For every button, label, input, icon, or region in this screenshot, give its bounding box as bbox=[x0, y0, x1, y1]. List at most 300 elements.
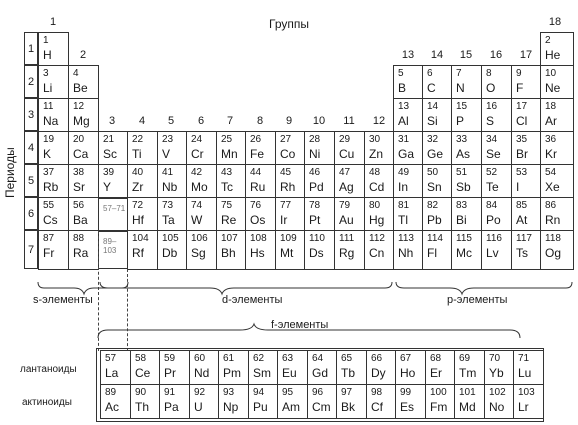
element-cell bbox=[451, 65, 482, 99]
d-block-label: d-элементы bbox=[222, 294, 283, 306]
atomic-number: 96 bbox=[312, 387, 324, 398]
atomic-number: 42 bbox=[191, 167, 203, 178]
atomic-number: 47 bbox=[339, 167, 351, 178]
atomic-number: 79 bbox=[339, 200, 351, 211]
element-symbol: Rh bbox=[280, 180, 296, 194]
element-symbol: Re bbox=[221, 213, 237, 227]
group-number-2: 2 bbox=[79, 49, 87, 61]
group-number-6: 6 bbox=[197, 115, 205, 127]
element-symbol: Mc bbox=[456, 246, 472, 260]
element-symbol: S bbox=[486, 114, 495, 128]
element-symbol: Np bbox=[223, 400, 239, 414]
element-symbol: Nb bbox=[162, 180, 178, 194]
element-cell bbox=[68, 98, 99, 132]
element-symbol: Cu bbox=[339, 147, 355, 161]
element-cell bbox=[540, 131, 574, 165]
atomic-number: 11 bbox=[43, 101, 54, 112]
element-symbol: F bbox=[516, 81, 524, 95]
element-cell bbox=[38, 65, 69, 99]
element-symbol: Li bbox=[43, 81, 53, 95]
atomic-number: 75 bbox=[221, 200, 233, 211]
actinide-cell bbox=[277, 384, 308, 419]
atomic-number: 72 bbox=[132, 200, 144, 211]
lanthanide-placeholder bbox=[98, 198, 128, 231]
element-symbol: Mt bbox=[280, 246, 294, 260]
actinide-cell bbox=[395, 384, 426, 419]
element-cell bbox=[451, 230, 482, 270]
atomic-number: 16 bbox=[486, 101, 498, 112]
atomic-number: 95 bbox=[282, 387, 294, 398]
atomic-number: 99 bbox=[400, 387, 412, 398]
period-number-2: 2 bbox=[24, 65, 38, 98]
group-number-18: 18 bbox=[548, 16, 562, 28]
element-symbol: Sm bbox=[253, 366, 271, 380]
element-cell bbox=[451, 131, 482, 165]
atomic-number: 14 bbox=[427, 101, 439, 112]
element-symbol: Ag bbox=[339, 180, 354, 194]
element-cell bbox=[364, 197, 394, 231]
element-symbol: Ti bbox=[132, 147, 142, 161]
group-number-15: 15 bbox=[459, 49, 473, 61]
element-cell bbox=[393, 197, 423, 231]
element-symbol: Rg bbox=[339, 246, 355, 260]
element-symbol: Rn bbox=[545, 213, 561, 227]
atomic-number: 89 bbox=[105, 387, 117, 398]
element-symbol: Tl bbox=[398, 213, 408, 227]
element-cell bbox=[511, 98, 541, 132]
atomic-number: 110 bbox=[309, 233, 325, 244]
lanthanide-cell bbox=[513, 350, 544, 385]
atomic-number: 69 bbox=[459, 353, 471, 364]
atomic-number: 70 bbox=[489, 353, 501, 364]
element-cell bbox=[68, 65, 99, 99]
element-cell bbox=[68, 230, 99, 270]
atomic-number: 5 bbox=[398, 68, 404, 79]
element-symbol: Dy bbox=[371, 366, 386, 380]
element-symbol: Ce bbox=[135, 366, 151, 380]
atomic-number: 27 bbox=[280, 134, 292, 145]
atomic-number: 19 bbox=[43, 134, 55, 145]
element-symbol: Se bbox=[486, 147, 501, 161]
actinide-cell bbox=[218, 384, 249, 419]
element-cell bbox=[540, 164, 574, 198]
atomic-number: 21 bbox=[103, 134, 115, 145]
element-symbol: N bbox=[456, 81, 465, 95]
atomic-number: 105 bbox=[162, 233, 179, 244]
atomic-number: 6 bbox=[427, 68, 433, 79]
element-cell bbox=[38, 98, 69, 132]
element-symbol: Fe bbox=[250, 147, 265, 161]
atomic-number: 3 bbox=[43, 68, 49, 79]
element-symbol: At bbox=[516, 213, 528, 227]
element-symbol: K bbox=[43, 147, 52, 161]
element-symbol: P bbox=[456, 114, 465, 128]
element-cell bbox=[540, 197, 574, 231]
actinide-cell bbox=[130, 384, 161, 419]
element-symbol: Na bbox=[43, 114, 59, 128]
atomic-number: 39 bbox=[103, 167, 115, 178]
element-cell bbox=[393, 65, 423, 99]
lanthanide-cell bbox=[248, 350, 279, 385]
atomic-number: 93 bbox=[223, 387, 235, 398]
actinide-cell bbox=[100, 384, 131, 419]
element-symbol: Ni bbox=[309, 147, 321, 161]
atomic-number: 55 bbox=[43, 200, 55, 211]
element-symbol: Sn bbox=[427, 180, 442, 194]
atomic-number: 20 bbox=[73, 134, 85, 145]
element-symbol: Ac bbox=[105, 400, 120, 414]
element-cell bbox=[157, 230, 187, 270]
lanthanide-cell bbox=[159, 350, 190, 385]
element-cell bbox=[157, 164, 187, 198]
element-cell bbox=[511, 65, 541, 99]
element-symbol: As bbox=[456, 147, 471, 161]
element-cell bbox=[68, 164, 99, 198]
group-number-10: 10 bbox=[312, 115, 326, 127]
group-number-13: 13 bbox=[401, 49, 415, 61]
actinide-cell bbox=[484, 384, 515, 419]
atomic-number: 45 bbox=[280, 167, 292, 178]
atomic-number: 97 bbox=[341, 387, 353, 398]
atomic-number: 56 bbox=[73, 200, 85, 211]
element-cell bbox=[422, 230, 452, 270]
actinide-cell bbox=[307, 384, 338, 419]
element-cell bbox=[540, 32, 574, 66]
atomic-number: 66 bbox=[371, 353, 383, 364]
element-symbol: Cl bbox=[516, 114, 528, 128]
element-cell bbox=[393, 131, 423, 165]
element-symbol: Rb bbox=[43, 180, 59, 194]
element-symbol: Bi bbox=[456, 213, 467, 227]
atomic-number: 71 bbox=[518, 353, 530, 364]
atomic-number: 94 bbox=[253, 387, 265, 398]
element-cell bbox=[157, 131, 187, 165]
group-number-16: 16 bbox=[489, 49, 503, 61]
atomic-number: 33 bbox=[456, 134, 468, 145]
atomic-number: 1 bbox=[43, 35, 49, 46]
element-symbol: Gd bbox=[312, 366, 329, 380]
element-symbol: Sb bbox=[456, 180, 471, 194]
lanthanide-cell bbox=[336, 350, 367, 385]
periods-title: Периоды bbox=[3, 147, 17, 198]
atomic-number: 23 bbox=[162, 134, 174, 145]
atomic-number: 80 bbox=[369, 200, 381, 211]
element-symbol: Mo bbox=[191, 180, 208, 194]
atomic-number: 84 bbox=[486, 200, 498, 211]
element-cell bbox=[481, 131, 512, 165]
atomic-number: 60 bbox=[194, 353, 206, 364]
element-symbol: Nh bbox=[398, 246, 414, 260]
element-symbol: Au bbox=[339, 213, 354, 227]
element-cell bbox=[275, 197, 305, 231]
element-symbol: He bbox=[545, 48, 561, 62]
element-symbol: Og bbox=[545, 246, 562, 260]
lanthanide-cell bbox=[277, 350, 308, 385]
element-symbol: La bbox=[105, 366, 119, 380]
actinide-cell bbox=[336, 384, 367, 419]
lanthanide-cell bbox=[484, 350, 515, 385]
atomic-number: 112 bbox=[369, 233, 385, 244]
element-symbol: Zn bbox=[369, 147, 384, 161]
atomic-number: 86 bbox=[545, 200, 557, 211]
element-cell bbox=[481, 98, 512, 132]
atomic-number: 40 bbox=[132, 167, 144, 178]
atomic-number: 111 bbox=[339, 233, 355, 244]
atomic-number: 51 bbox=[456, 167, 468, 178]
element-cell bbox=[38, 230, 69, 270]
lanthanide-cell bbox=[307, 350, 338, 385]
atomic-number: 31 bbox=[398, 134, 410, 145]
element-cell bbox=[127, 230, 158, 270]
lanthanide-cell bbox=[100, 350, 131, 385]
period-number-5: 5 bbox=[24, 164, 38, 197]
actinides-label: актиноиды bbox=[22, 397, 72, 408]
element-symbol: Mn bbox=[221, 147, 238, 161]
element-cell bbox=[157, 197, 187, 231]
group-number-8: 8 bbox=[256, 115, 264, 127]
element-cell bbox=[511, 131, 541, 165]
element-cell bbox=[216, 197, 246, 231]
block-braces bbox=[30, 278, 575, 348]
atomic-number: 13 bbox=[398, 101, 410, 112]
atomic-number: 57 bbox=[105, 353, 117, 364]
element-symbol: Zr bbox=[132, 180, 144, 194]
atomic-number: 18 bbox=[545, 101, 557, 112]
atomic-number: 61 bbox=[223, 353, 235, 364]
element-cell bbox=[334, 164, 365, 198]
element-symbol: I bbox=[516, 180, 520, 194]
element-symbol: Cf bbox=[371, 400, 383, 414]
element-symbol: Hf bbox=[132, 213, 144, 227]
atomic-number: 48 bbox=[369, 167, 381, 178]
element-cell bbox=[245, 230, 276, 270]
element-symbol: Eu bbox=[282, 366, 297, 380]
element-cell bbox=[511, 230, 541, 270]
group-number-4: 4 bbox=[138, 115, 146, 127]
atomic-number: 4 bbox=[73, 68, 79, 79]
atomic-number: 102 bbox=[489, 387, 506, 398]
element-symbol: Bh bbox=[221, 246, 236, 260]
atomic-number: 114 bbox=[427, 233, 443, 244]
atomic-number: 101 bbox=[459, 387, 476, 398]
element-cell bbox=[540, 230, 574, 270]
atomic-number: 76 bbox=[250, 200, 262, 211]
atomic-number: 68 bbox=[430, 353, 442, 364]
group-number-14: 14 bbox=[430, 49, 444, 61]
element-cell bbox=[334, 230, 365, 270]
actinide-cell bbox=[425, 384, 456, 419]
element-symbol: Pb bbox=[427, 213, 442, 227]
lanthanide-cell bbox=[454, 350, 485, 385]
actinide-placeholder bbox=[98, 231, 128, 269]
element-symbol: Db bbox=[162, 246, 178, 260]
atomic-number: 98 bbox=[371, 387, 383, 398]
atomic-number: 59 bbox=[164, 353, 176, 364]
element-symbol: Fl bbox=[427, 246, 437, 260]
atomic-number: 82 bbox=[427, 200, 439, 211]
element-cell bbox=[304, 164, 335, 198]
element-symbol: Ds bbox=[309, 246, 324, 260]
element-cell bbox=[245, 164, 276, 198]
element-cell bbox=[186, 164, 217, 198]
element-cell bbox=[540, 65, 574, 99]
atomic-number: 9 bbox=[516, 68, 522, 79]
atomic-number: 106 bbox=[191, 233, 208, 244]
element-cell bbox=[422, 131, 452, 165]
element-cell bbox=[216, 131, 246, 165]
element-symbol: Br bbox=[516, 147, 528, 161]
atomic-number: 15 bbox=[456, 101, 468, 112]
element-cell bbox=[334, 131, 365, 165]
atomic-number: 109 bbox=[280, 233, 297, 244]
element-symbol: B bbox=[398, 81, 407, 95]
atomic-number: 43 bbox=[221, 167, 233, 178]
element-symbol: Be bbox=[73, 81, 88, 95]
atomic-number: 58 bbox=[135, 353, 147, 364]
element-cell bbox=[304, 230, 335, 270]
element-symbol: Sr bbox=[73, 180, 85, 194]
element-cell bbox=[216, 230, 246, 270]
period-number-4: 4 bbox=[24, 131, 38, 164]
element-symbol: Sc bbox=[103, 147, 118, 161]
element-cell bbox=[481, 230, 512, 270]
element-symbol: Pu bbox=[253, 400, 268, 414]
element-symbol: Fm bbox=[430, 400, 448, 414]
atomic-number: 64 bbox=[312, 353, 324, 364]
element-symbol: Pd bbox=[309, 180, 324, 194]
element-cell bbox=[393, 230, 423, 270]
lanthanide-cell bbox=[366, 350, 397, 385]
element-cell bbox=[186, 230, 217, 270]
element-cell bbox=[245, 197, 276, 231]
atomic-number: 49 bbox=[398, 167, 410, 178]
element-cell bbox=[364, 164, 394, 198]
atomic-number: 78 bbox=[309, 200, 321, 211]
atomic-number: 24 bbox=[191, 134, 203, 145]
atomic-number: 100 bbox=[430, 387, 447, 398]
element-symbol: Xe bbox=[545, 180, 560, 194]
group-number-12: 12 bbox=[372, 115, 386, 127]
element-symbol: W bbox=[191, 213, 203, 227]
group-number-7: 7 bbox=[226, 115, 234, 127]
atomic-number: 17 bbox=[516, 101, 528, 112]
atomic-number: 32 bbox=[427, 134, 439, 145]
element-symbol: Ho bbox=[400, 366, 416, 380]
element-symbol: H bbox=[43, 48, 52, 62]
element-symbol: Ir bbox=[280, 213, 288, 227]
element-symbol: Cs bbox=[43, 213, 58, 227]
element-symbol: Lv bbox=[486, 246, 499, 260]
element-symbol: Pr bbox=[164, 366, 176, 380]
element-cell bbox=[481, 164, 512, 198]
period-number-6: 6 bbox=[24, 197, 38, 230]
atomic-number: 37 bbox=[43, 167, 55, 178]
element-cell bbox=[186, 197, 217, 231]
atomic-number: 117 bbox=[516, 233, 532, 244]
atomic-number: 2 bbox=[545, 35, 551, 46]
element-cell bbox=[98, 164, 128, 198]
groups-title: Группы bbox=[269, 17, 309, 31]
group-number-1: 1 bbox=[49, 16, 57, 28]
atomic-number: 41 bbox=[162, 167, 174, 178]
element-cell bbox=[364, 230, 394, 270]
atomic-number: 25 bbox=[221, 134, 233, 145]
atomic-number: 30 bbox=[369, 134, 381, 145]
atomic-number: 52 bbox=[486, 167, 498, 178]
actinide-range: 89–103 bbox=[103, 237, 117, 256]
atomic-number: 44 bbox=[250, 167, 262, 178]
element-symbol: In bbox=[398, 180, 409, 194]
element-cell bbox=[127, 131, 158, 165]
element-symbol: Sg bbox=[191, 246, 206, 260]
actinide-cell bbox=[248, 384, 279, 419]
element-symbol: Hg bbox=[369, 213, 385, 227]
element-symbol: Hs bbox=[250, 246, 265, 260]
element-cell bbox=[334, 197, 365, 231]
element-cell bbox=[364, 131, 394, 165]
element-symbol: Lr bbox=[518, 400, 529, 414]
element-symbol: Fr bbox=[43, 246, 55, 260]
atomic-number: 54 bbox=[545, 167, 557, 178]
element-symbol: Ca bbox=[73, 147, 89, 161]
element-symbol: Ge bbox=[427, 147, 444, 161]
element-symbol: Ts bbox=[516, 246, 528, 260]
atomic-number: 36 bbox=[545, 134, 557, 145]
element-symbol: Ne bbox=[545, 81, 561, 95]
element-symbol: O bbox=[486, 81, 496, 95]
group-number-11: 11 bbox=[343, 115, 355, 127]
element-symbol: Md bbox=[459, 400, 476, 414]
element-symbol: Pa bbox=[164, 400, 179, 414]
lanthanide-cell bbox=[395, 350, 426, 385]
element-cell bbox=[393, 164, 423, 198]
element-symbol: Er bbox=[430, 366, 442, 380]
element-symbol: Bk bbox=[341, 400, 356, 414]
atomic-number: 113 bbox=[398, 233, 414, 244]
element-cell bbox=[186, 131, 217, 165]
atomic-number: 46 bbox=[309, 167, 321, 178]
lanthanide-cell bbox=[130, 350, 161, 385]
atomic-number: 74 bbox=[191, 200, 203, 211]
atomic-number: 103 bbox=[518, 387, 535, 398]
element-cell bbox=[38, 131, 69, 165]
element-symbol: Nd bbox=[194, 366, 210, 380]
element-symbol: Es bbox=[400, 400, 415, 414]
lanthanide-cell bbox=[218, 350, 249, 385]
element-symbol: Tb bbox=[341, 366, 356, 380]
actinide-cell bbox=[189, 384, 220, 419]
element-symbol: Ar bbox=[545, 114, 557, 128]
period-number-7: 7 bbox=[24, 230, 38, 269]
element-cell bbox=[422, 98, 452, 132]
element-cell bbox=[275, 164, 305, 198]
element-symbol: Ga bbox=[398, 147, 415, 161]
element-cell bbox=[451, 197, 482, 231]
atomic-number: 88 bbox=[73, 233, 85, 244]
element-symbol: Mg bbox=[73, 114, 90, 128]
p-block-label: p-элементы bbox=[447, 294, 508, 306]
element-symbol: Lu bbox=[518, 366, 532, 380]
atomic-number: 62 bbox=[253, 353, 265, 364]
lanthanide-range: 57–71 bbox=[103, 204, 126, 213]
element-cell bbox=[38, 164, 69, 198]
element-cell bbox=[216, 164, 246, 198]
element-symbol: Am bbox=[282, 400, 300, 414]
atomic-number: 118 bbox=[545, 233, 561, 244]
atomic-number: 63 bbox=[282, 353, 294, 364]
group-number-3: 3 bbox=[108, 115, 116, 127]
atomic-number: 10 bbox=[545, 68, 557, 79]
